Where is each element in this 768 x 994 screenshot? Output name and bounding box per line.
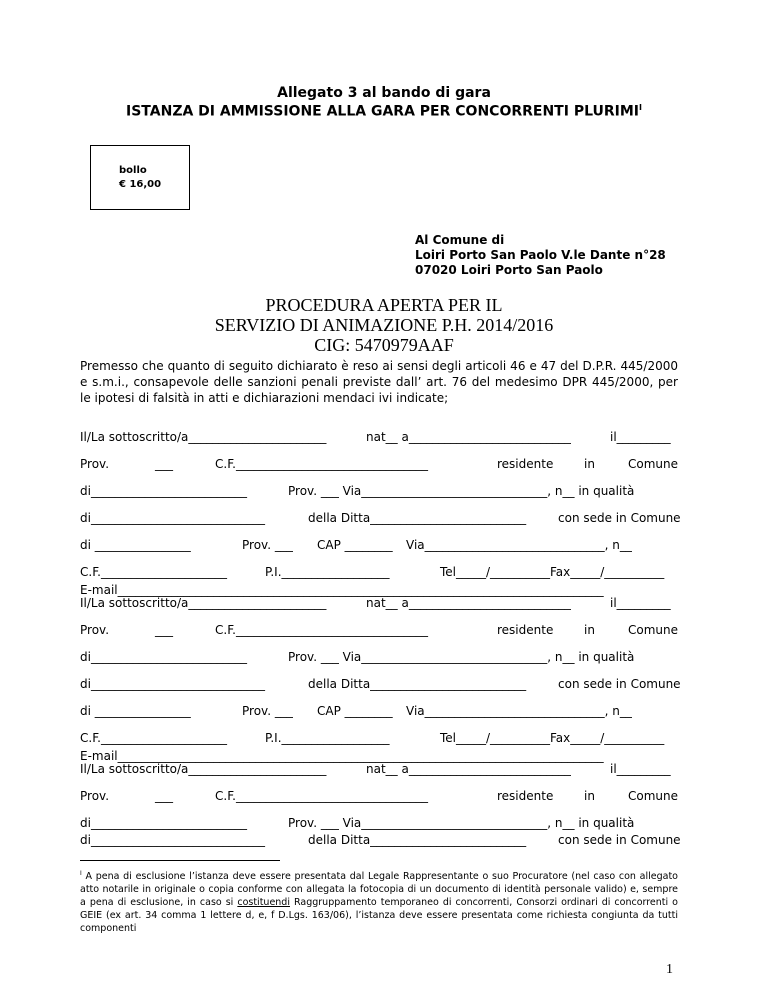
name-field[interactable]: Il/La sottoscritto/a_______________________ — [80, 430, 327, 444]
in-label: in — [584, 457, 595, 471]
form3-row-company — [80, 833, 681, 849]
seat-prov-field[interactable]: Prov. ___ — [242, 538, 293, 552]
role-field[interactable]: di_____________________________ — [80, 833, 265, 847]
birthdate-field[interactable]: il_________ — [610, 430, 671, 444]
form2-row-company — [80, 677, 681, 693]
in-label: in — [584, 623, 595, 637]
fax-field[interactable]: Fax_____/__________ — [550, 731, 665, 745]
recipient-address — [415, 233, 666, 278]
form-row-contacts — [80, 565, 678, 581]
address-field[interactable]: Prov. ___ Via_______________________________, n__ in qualità — [288, 650, 635, 664]
comune-label: Comune — [628, 789, 679, 803]
residence-label: residente — [497, 789, 554, 803]
stamp-box — [90, 145, 190, 210]
seat-label: con sede in Comune — [558, 511, 681, 525]
stamp-label-line1: bollo — [119, 165, 147, 176]
comune-label: Comune — [628, 457, 679, 471]
form3-row-address — [80, 816, 678, 832]
form2-row-name — [80, 596, 678, 612]
tax-code-field[interactable]: C.F.________________________________ — [215, 789, 428, 803]
stamp-amount: € 16,00 — [119, 179, 162, 190]
address-field[interactable]: Prov. ___ Via_______________________________, n__ in qualità — [288, 816, 635, 830]
birthplace-field[interactable]: nat__ a___________________________ — [366, 762, 571, 776]
seat-comune-field[interactable]: di ________________ — [80, 538, 191, 552]
recipient-line3: 07020 Loiri Porto San Paolo — [415, 263, 603, 277]
company-field[interactable]: della Ditta__________________________ — [308, 677, 527, 691]
premise-paragraph: Premesso che quanto di seguito dichiarato è reso ai sensi degli articoli 46 e 47 del D.P.R. 445/2000 e s.m.i., consapevole delle sanzioni penali previste dall’ art. 76 del medesimo DPR 445/2000, per le ipotesi di falsità in atti e dichiarazioni mendaci ivi indicate; — [80, 359, 678, 405]
in-label: in — [584, 789, 595, 803]
vat-field[interactable]: P.I.__________________ — [265, 731, 390, 745]
cap-field[interactable]: CAP ________ — [317, 704, 393, 718]
tax-code-field[interactable]: C.F.________________________________ — [215, 457, 428, 471]
name-field[interactable]: Il/La sottoscritto/a_______________________ — [80, 596, 327, 610]
form3-row-cf — [80, 789, 678, 805]
comune-field[interactable]: di__________________________ — [80, 816, 247, 830]
birthdate-field[interactable]: il_________ — [610, 596, 671, 610]
prov-label: Prov. — [80, 623, 110, 637]
page-number: 1 — [666, 962, 673, 977]
footnote-separator — [80, 860, 280, 861]
comune-field[interactable]: di__________________________ — [80, 484, 247, 498]
form-row-company — [80, 511, 681, 527]
residence-label: residente — [497, 457, 554, 471]
prov-field[interactable]: ___ — [155, 457, 173, 471]
phone-field[interactable]: Tel_____/__________ — [440, 565, 551, 579]
document-title — [0, 103, 768, 120]
fax-field[interactable]: Fax_____/__________ — [550, 565, 665, 579]
form2-row-contacts — [80, 731, 678, 747]
email-field[interactable]: E-mail_________________________________________________________________________________ — [80, 583, 604, 597]
form2-row-seat — [80, 704, 678, 720]
prov-label: Prov. — [80, 457, 110, 471]
birthplace-field[interactable]: nat__ a___________________________ — [366, 430, 571, 444]
company-cf-field[interactable]: C.F._____________________ — [80, 731, 227, 745]
footnote — [80, 867, 678, 935]
form2-row-cf — [80, 623, 678, 639]
form-row-address — [80, 484, 678, 500]
cap-field[interactable]: CAP ________ — [317, 538, 393, 552]
role-field[interactable]: di_____________________________ — [80, 511, 265, 525]
seat-prov-field[interactable]: Prov. ___ — [242, 704, 293, 718]
tax-code-field[interactable]: C.F.________________________________ — [215, 623, 428, 637]
comune-field[interactable]: di__________________________ — [80, 650, 247, 664]
procedure-cig: CIG: 5470979AAF — [314, 335, 454, 355]
name-field[interactable]: Il/La sottoscritto/a_______________________ — [80, 762, 327, 776]
company-field[interactable]: della Ditta__________________________ — [308, 833, 527, 847]
footnote-marker: I — [80, 870, 82, 877]
email-field[interactable]: E-mail_________________________________________________________________________________ — [80, 749, 604, 763]
form-row-name — [80, 430, 678, 446]
footnote-text-1: A pena di esclusione l’istanza deve essere presentata dal Legale Rappresentante o suo Procuratore (nel caso con allegato atto notarile in originale o copia conforme con allegata la fotocopia di un documento di identità personale valido) e, sempre a pena di esclusione, in caso si — [80, 871, 678, 909]
company-cf-field[interactable]: C.F._____________________ — [80, 565, 227, 579]
seat-comune-field[interactable]: di ________________ — [80, 704, 191, 718]
comune-label: Comune — [628, 623, 679, 637]
footnote-text-2: Raggruppamento temporaneo di concorrenti, Consorzi ordinari di concorrenti o GEIE (ex art. 34 comma 1 lettere d, e, f D.Lgs. 163/06), l’istanza deve essere presentata come richiesta congiunta da tutti componenti — [80, 897, 678, 935]
recipient-line1: Al Comune di — [415, 233, 505, 247]
phone-field[interactable]: Tel_____/__________ — [440, 731, 551, 745]
document-subtitle: Allegato 3 al bando di gara — [277, 85, 491, 101]
prov-label: Prov. — [80, 789, 110, 803]
footnote-ref: I — [639, 103, 642, 112]
residence-label: residente — [497, 623, 554, 637]
address-field[interactable]: Prov. ___ Via_______________________________, n__ in qualità — [288, 484, 635, 498]
footnote-underlined: costituendi — [237, 897, 290, 909]
role-field[interactable]: di_____________________________ — [80, 677, 265, 691]
birthdate-field[interactable]: il_________ — [610, 762, 671, 776]
prov-field[interactable]: ___ — [155, 789, 173, 803]
form-row-seat — [80, 538, 678, 554]
form-row-cf — [80, 457, 678, 473]
procedure-line1: PROCEDURA APERTA PER IL — [265, 295, 503, 315]
seat-street-field[interactable]: Via______________________________, n__ — [406, 704, 632, 718]
form3-row-name — [80, 762, 678, 778]
vat-field[interactable]: P.I.__________________ — [265, 565, 390, 579]
recipient-line2: Loiri Porto San Paolo V.le Dante n°28 — [415, 248, 666, 262]
document-title-text: ISTANZA DI AMMISSIONE ALLA GARA PER CONCORRENTI PLURIMI — [126, 103, 639, 120]
birthplace-field[interactable]: nat__ a___________________________ — [366, 596, 571, 610]
form2-row-address — [80, 650, 678, 666]
stamp-label — [119, 164, 161, 192]
seat-label: con sede in Comune — [558, 833, 681, 847]
seat-street-field[interactable]: Via______________________________, n__ — [406, 538, 632, 552]
procedure-line2: SERVIZIO DI ANIMAZIONE P.H. 2014/2016 — [214, 315, 554, 335]
prov-field[interactable]: ___ — [155, 623, 173, 637]
seat-label: con sede in Comune — [558, 677, 681, 691]
company-field[interactable]: della Ditta__________________________ — [308, 511, 527, 525]
